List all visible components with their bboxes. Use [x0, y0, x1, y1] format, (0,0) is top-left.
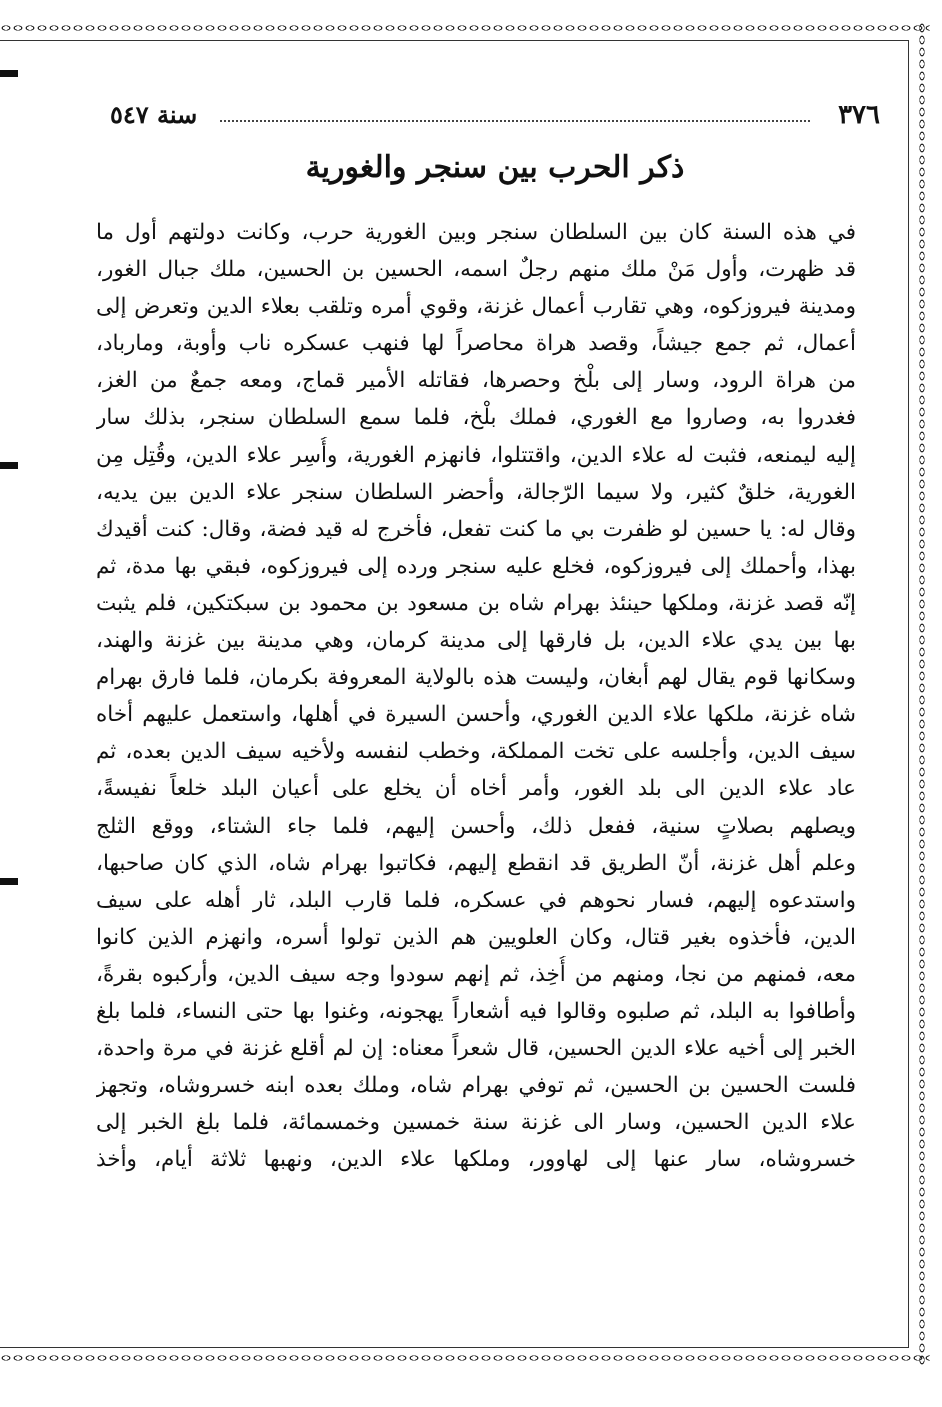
- top-ornamental-border: [0, 22, 930, 36]
- header-dotted-rule: [220, 120, 810, 122]
- text-line: وقال له: يا حسين لو ظفرت بي ما كنت تفعل، فأخرج له قيد فضة، وقال: كنت أقيدك: [96, 516, 856, 542]
- text-line: من هراة الرود، وسار إلى بلْخ وحصرها، فقاتله الأمير قماج، ومعه جمعٌ من الغز،: [96, 368, 856, 394]
- text-line: ويصلهم بصلاتٍ سنية، ففعل ذلك، وأحسن إليهم، فلما جاء الشتاء، ووقع الثلج: [96, 813, 856, 839]
- running-head: [110, 100, 880, 134]
- text-line: عاد علاء الدين الى بلد الغور، وأمر أخاه أن يخلع على أعيان البلد خلعاً نفيسةً،: [96, 776, 856, 802]
- text-line: الدين، فأخذوه بغير قتال، وكان العلويين هم الذين تولوا أسره، وانهزم الذين كانوا: [96, 924, 856, 950]
- year-label: سنة ٥٤٧: [110, 100, 198, 129]
- text-line: وعلم أهل غزنة، أنّ الطريق قد انقطع إليهم، فكاتبوا بهرام شاه، الذي كان صاحبها،: [96, 850, 856, 876]
- text-line: شاه غزنة، ملكها علاء الدين الغوري، وأحسن السيرة في أهلها، واستعمل عليهم أخاه: [96, 702, 856, 728]
- body-text: [96, 214, 856, 1326]
- scan-edge-mark: [0, 462, 18, 469]
- text-line: وسكانها قوم يقال لهم أبغان، وليست هذه بالولاية المعروفة بكرمان، فلما فارق بهرام: [96, 665, 856, 691]
- scan-edge-mark: [0, 70, 18, 77]
- text-line: أعمال، ثم جمع جيشاً، وقصد هراة محاصراً لها فنهب عسكره ناب وأوبة، ومارباد،: [96, 331, 856, 357]
- text-line: إليه ليمنعه، فثبت له علاء الدين، واقتتلوا، فانهزم الغورية، وأُسِر علاء الدين، وقُتِل مِن: [96, 442, 856, 468]
- text-line: واستدعوه إليهم، فسار نحوهم في عسكره، فلما قارب البلد، ثار أهله على سيف: [96, 887, 856, 913]
- text-line: بهذا، وأحملك إلى فيروزكوه، فخلع عليه سنجر ورده إلى فيروزكوه، فبقي بها مدة، ثم: [96, 553, 856, 579]
- text-line: إنّه قصد غزنة، وملكها حينئذ بهرام شاه بن مسعود بن محمود بن سبكتكين، فلم يثبت: [96, 590, 856, 616]
- text-line: الخبر إلى أخيه علاء الدين الحسين، قال شعراً معناه: إن لم أقلع غزنة في مرة واحدة،: [96, 1036, 856, 1062]
- text-line: معه، فمنهم من نجا، ومنهم من أُخِذ، ثم إنهم سودوا وجه سيف الدين، وأركبوه بقرةً،: [96, 961, 856, 987]
- chapter-title: ذكر الحرب بين سنجر والغورية: [305, 150, 685, 185]
- right-ornamental-border: [916, 22, 930, 1366]
- page-number: ٣٧٦: [838, 100, 880, 130]
- text-line: بها بين يدي علاء الدين، بل فارقها إلى مدينة كرمان، وهي مدينة بين غزنة والهند،: [96, 628, 856, 654]
- text-line: علاء الدين الحسين، وسار الى غزنة سنة خمسين وخمسمائة، فلما بلغ الخبر إلى: [96, 1110, 856, 1136]
- text-line: سيف الدين، وأجلسه على تخت المملكة، وخطب لنفسه ولأخيه سيف الدين بعده، ثم: [96, 739, 856, 765]
- scan-edge-mark: [0, 878, 18, 885]
- text-line: فلست الحسين بن الحسين، ثم توفي بهرام شاه، وملك بعده ابنه خسروشاه، وتجهز: [96, 1073, 856, 1099]
- text-line: خسروشاه، سار عنها إلى لهاوور، وملكها علاء الدين، ونهبها ثلاثة أيام، وأخذ: [96, 1147, 856, 1173]
- text-line: فغدروا به، وصاروا مع الغوري، فملك بلْخ، فلما سمع السلطان سنجر، بذلك سار: [96, 405, 856, 431]
- text-line: في هذه السنة كان بين السلطان سنجر وبين الغورية حرب، وكانت دولتهم أول ما: [96, 220, 856, 245]
- text-line: قد ظهرت، وأول مَنْ ملك منهم رجلٌ اسمه، الحسين بن الحسين، ملك جبال الغور،: [96, 257, 856, 283]
- text-line: الغورية، خلقٌ كثير، ولا سيما الرّجالة، وأحضر السلطان سنجر علاء الدين بين يديه،: [96, 479, 856, 505]
- bottom-ornamental-border: [0, 1352, 930, 1366]
- text-line: وأطافوا به البلد، ثم صلبوه وقالوا فيه أشعاراً يهجونه، وغنوا بها حتى النساء، فلما بلغ: [96, 998, 856, 1024]
- text-line: ومدينة فيروزكوه، وهي تقارب أعمال غزنة، وقوي أمره وتلقب بعلاء الدين وتعرض إلى: [96, 294, 856, 320]
